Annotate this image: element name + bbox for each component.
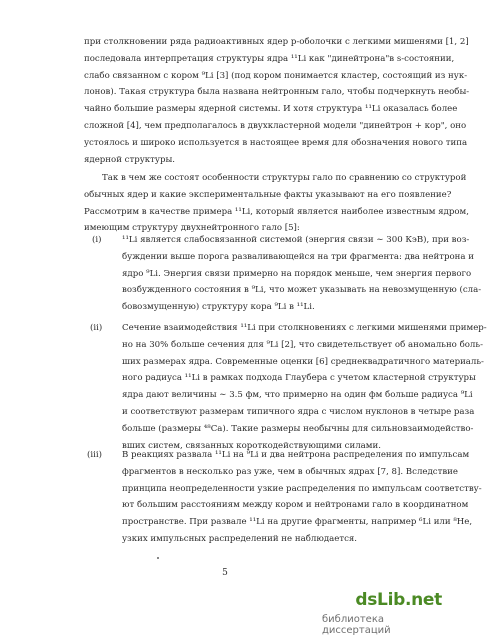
list-marker: (i) <box>92 235 102 245</box>
watermark[interactable] <box>322 588 448 636</box>
text-line: Так в чем же состоят особенности структуры гало по сравнению со структурой <box>102 173 467 183</box>
list-item-body <box>122 232 482 316</box>
text-line: буждении выше порога разваливающейся на три фрагмента: два нейтрона и <box>122 251 474 262</box>
text-line: при столкновении ряда радиоактивных ядер p-оболочки с легкими мишенями [1, 2] <box>84 37 469 47</box>
text-line: и соответствуют размерам типичного ядра с числом нуклонов в четыре раза <box>122 406 475 417</box>
text-line: Сечение взаимодействия ¹¹Li при столкновениях с легкими мишенями пример- <box>122 323 487 333</box>
watermark-tagline: библиотека диссертаций <box>322 614 391 636</box>
text-line: ¹¹Li является слабосвязанной системой (энергия связи ∼ 300 КэВ), при воз- <box>122 235 470 245</box>
text-line: фрагментов в несколько раз уже, чем в обычных ядрах [7, 8]. Вследствие <box>122 466 458 477</box>
page-number: 5 <box>222 568 228 578</box>
scan-speck <box>157 557 159 559</box>
text-line: устоялось и широко используется в настоящее время для обозначения нового типа <box>84 137 468 148</box>
list-marker: (ii) <box>90 323 103 333</box>
watermark-logo[interactable]: dsLib.net <box>355 590 442 610</box>
text-line: вших систем, связанных короткодействующими силами. <box>122 440 381 451</box>
text-line: слабо связанном с кором ⁹Li [3] (под кором понимается кластер, состоящий из нук- <box>84 70 468 81</box>
text-line: Рассмотрим в качестве примера ¹¹Li, который является наиболее известным ядром, <box>84 206 469 217</box>
list-marker: (iii) <box>87 450 102 460</box>
text-line: ших размерах ядра. Современные оценки [6] среднеквадратичного материаль- <box>122 356 484 367</box>
text-line: чайно большие размеры ядерной системы. И хотя структура ¹¹Li оказалась более <box>84 104 458 115</box>
text-line: ного радиуса ¹¹Li в рамках подхода Глаубера с учетом кластерной структуры <box>122 373 476 384</box>
list-item-body <box>122 320 487 454</box>
text-line: больше (размеры ⁴⁸Ca). Такие размеры необычны для сильновзаимодейство- <box>122 423 474 434</box>
text-line: обычных ядер и какие экспериментальные факты указывают на его появление? <box>84 189 452 200</box>
text-line: но на 30% больше сечения для ⁹Li [2], что свидетельствует об аномально боль- <box>122 339 483 350</box>
text-line: сложной [4], чем предполагалось в двухкластерной модели "динейтрон + кор", оно <box>84 120 467 131</box>
text-line: ют большим расстояниям между кором и нейтронами гало в координатном <box>122 500 469 511</box>
question-paragraph <box>84 170 469 237</box>
text-line: пространстве. При развале ¹¹Li на другие фрагменты, например ⁶Li или ⁸He, <box>122 517 473 528</box>
text-line: ядра дают величины ∼ 3.5 фм, что примерно на один фм больше радиуса ⁹Li <box>122 390 473 401</box>
text-line: бовозмущенную) структуру кора ⁹Li в ¹¹Li. <box>122 302 315 313</box>
text-line: ядро ⁹Li. Энергия связи примерно на порядок меньше, чем энергия первого <box>122 268 472 279</box>
text-line: узких импульсных распределений не наблюдается. <box>122 533 358 544</box>
text-line: лонов). Такая структура была названа нейтронным гало, чтобы подчеркнуть необы- <box>84 87 470 98</box>
text-line: В реакциях развала ¹¹Li на ⁹Li и два нейтрона распределения по импульсам <box>122 450 470 460</box>
text-line: имеющим структуру двухнейтронного гало [5]: <box>84 223 300 234</box>
list-item-body <box>122 447 482 548</box>
text-line: возбужденного состояния в ⁹Li, что может указывать на невозмущенную (сла- <box>122 285 482 296</box>
text-line: принципа неопределенности узкие распределения по импульсам соответству- <box>122 483 482 494</box>
text-line: ядерной структуры. <box>84 154 176 165</box>
intro-paragraph <box>84 34 470 168</box>
text-line: последовала интерпретация структуры ядра ¹¹Li как "динейтрона"в s-состоянии, <box>84 53 455 64</box>
